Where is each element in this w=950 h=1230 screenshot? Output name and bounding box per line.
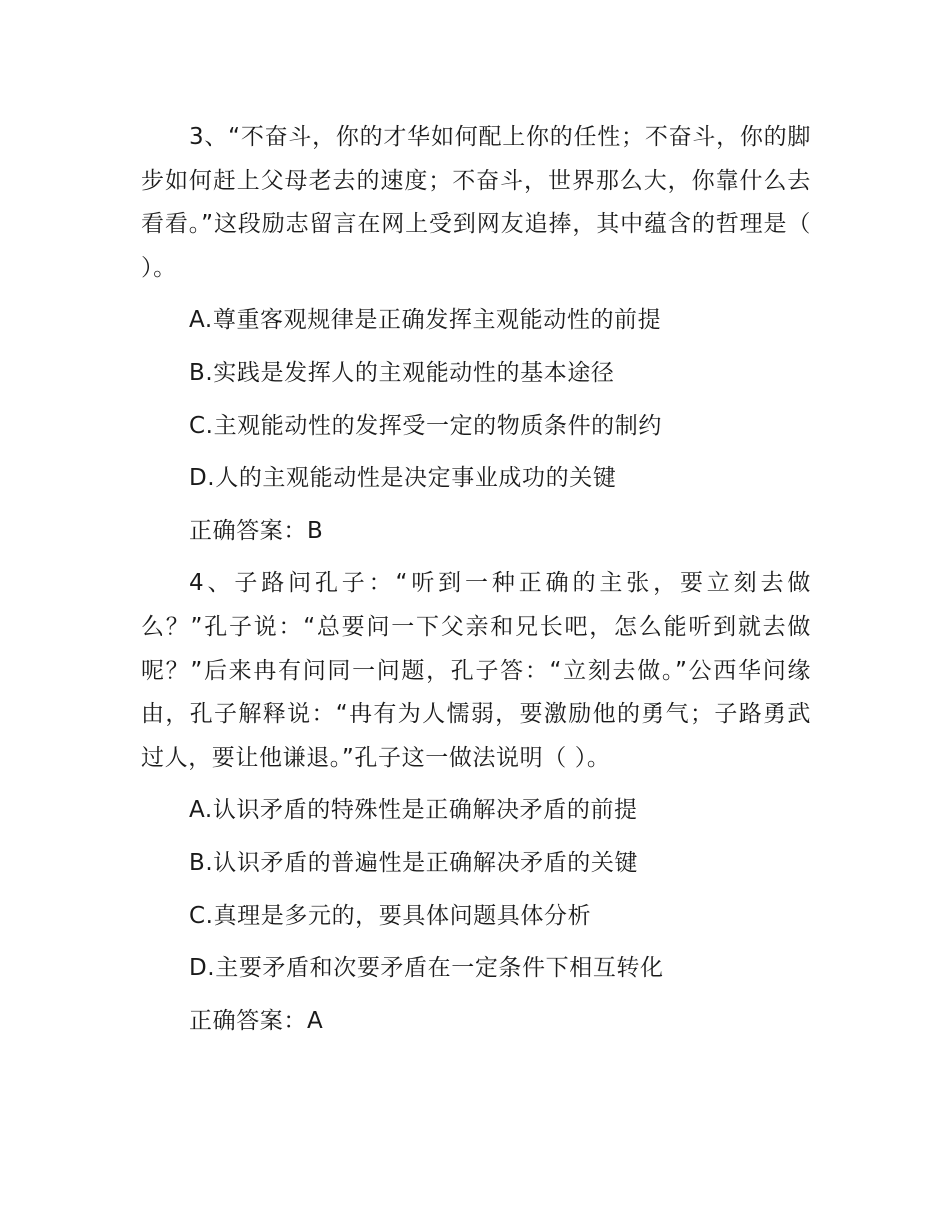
option-b: B.认识矛盾的普遍性是正确解决矛盾的关键 xyxy=(189,849,639,876)
option-a: A.尊重客观规律是正确发挥主观能动性的前提 xyxy=(189,307,662,334)
option-c: C.真理是多元的，要具体问题具体分析 xyxy=(189,902,592,929)
document-page xyxy=(141,116,811,1043)
option-d: D.人的主观能动性是决定事业成功的关键 xyxy=(189,465,617,492)
question-3 xyxy=(141,116,811,553)
question-stem: 3、“不奋斗，你的才华如何配上你的任性；不奋斗，你的脚步如何赶上父母老去的速度；不奋斗，世界那么大，你靠什么去看看。”这段励志留言在网上受到网友追捧，其中蕴含的哲理是（ ）。 xyxy=(141,124,811,281)
correct-answer: 正确答案：B xyxy=(189,517,324,544)
correct-answer: 正确答案：A xyxy=(189,1007,324,1034)
option-d: D.主要矛盾和次要矛盾在一定条件下相互转化 xyxy=(189,955,664,982)
question-stem: 4、子路问孔子：“听到一种正确的主张，要立刻去做么？”孔子说：“总要问一下父亲和兄长吧，怎么能听到就去做呢？”后来冉有问同一问题，孔子答：“立刻去做。”公西华问缘由，孔子解释说：“冉有为人懦弱，要激励他的勇气；子路勇武过人，要让他谦退。”孔子这一做法说明（ ）。 xyxy=(141,570,811,771)
question-4 xyxy=(141,562,811,1043)
option-c: C.主观能动性的发挥受一定的物质条件的制约 xyxy=(189,412,662,439)
option-a: A.认识矛盾的特殊性是正确解决矛盾的前提 xyxy=(189,797,638,824)
option-b: B.实践是发挥人的主观能动性的基本途径 xyxy=(189,359,615,386)
